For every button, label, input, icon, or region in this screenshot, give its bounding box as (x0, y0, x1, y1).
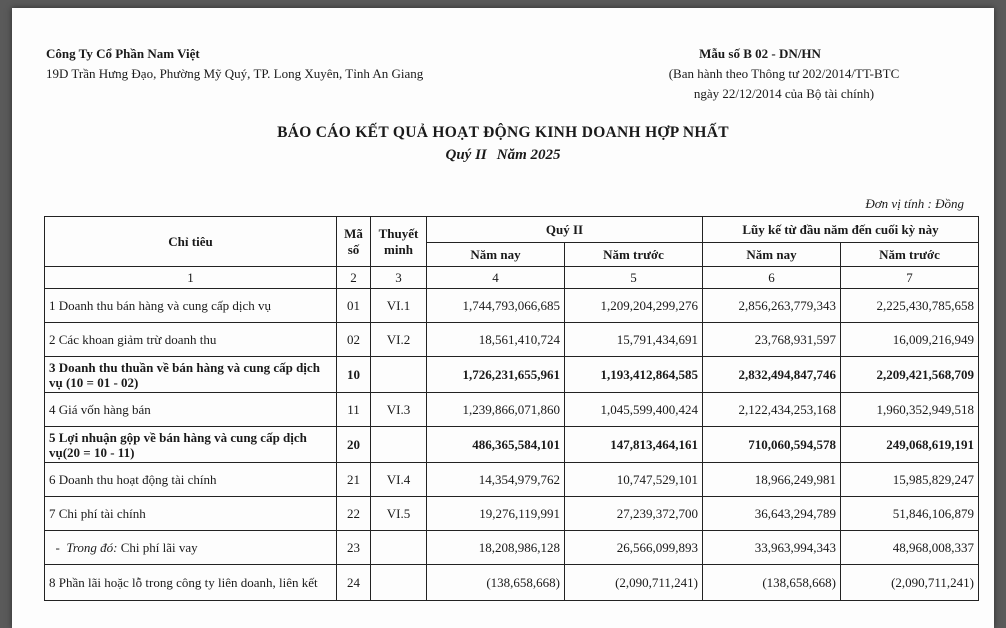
ytd-last-year-value: 2,209,421,568,709 (841, 357, 979, 393)
row-note: VI.2 (371, 323, 427, 357)
quarter-last-year-value: 15,791,434,691 (565, 323, 703, 357)
quarter-last-year-value: 26,566,099,893 (565, 531, 703, 565)
table-row (45, 497, 979, 531)
quarter-last-year-value: (2,090,711,241) (565, 565, 703, 601)
ytd-this-year-value: 36,643,294,789 (703, 497, 841, 531)
report-quarter: Quý II (445, 147, 487, 163)
quarter-last-year-value: 1,193,412,864,585 (565, 357, 703, 393)
row-code: 11 (337, 393, 371, 427)
ytd-this-year-value: 2,122,434,253,168 (703, 393, 841, 427)
row-label-rest: Chi phí lãi vay (117, 540, 198, 555)
ytd-last-year-value: 1,960,352,949,518 (841, 393, 979, 427)
row-note (371, 427, 427, 463)
index-cell: 3 (371, 267, 427, 289)
table-row (45, 323, 979, 357)
row-note: VI.3 (371, 393, 427, 427)
row-label: 4 Giá vốn hàng bán (45, 393, 337, 427)
quarter-last-year-value: 1,045,599,400,424 (565, 393, 703, 427)
row-label: 6 Doanh thu hoạt động tài chính (45, 463, 337, 497)
quarter-last-year-value: 1,209,204,299,276 (565, 289, 703, 323)
ytd-last-year-value: 2,225,430,785,658 (841, 289, 979, 323)
row-note (371, 357, 427, 393)
quarter-last-year-value: 27,239,372,700 (565, 497, 703, 531)
ytd-last-year-value: 249,068,619,191 (841, 427, 979, 463)
ytd-this-year-value: 33,963,994,343 (703, 531, 841, 565)
unit-note: Đơn vị tính : Đồng (865, 196, 964, 211)
company-address: 19D Trần Hưng Đạo, Phường Mỹ Quý, TP. Long Xuyên, Tỉnh An Giang (46, 66, 424, 81)
form-issued-date: ngày 22/12/2014 của Bộ tài chính) (693, 86, 875, 101)
ytd-this-year-value: (138,658,668) (703, 565, 841, 601)
quarter-this-year-value: 14,354,979,762 (427, 463, 565, 497)
index-cell: 5 (565, 267, 703, 289)
company-info (46, 44, 423, 84)
quarter-this-year-value: 18,208,986,128 (427, 531, 565, 565)
ytd-this-year-value: 2,856,263,779,343 (703, 289, 841, 323)
form-issued-by: (Ban hành theo Thông tư 202/2014/TT-BTC (668, 66, 900, 81)
row-label-prefix: - (49, 540, 67, 555)
report-period (12, 147, 994, 164)
header-note: Thuyết minh (371, 217, 427, 267)
row-label: 2 Các khoan giảm trừ doanh thu (45, 323, 337, 357)
ytd-last-year-value: 48,968,008,337 (841, 531, 979, 565)
row-code: 21 (337, 463, 371, 497)
header-ytd-this-year: Năm nay (703, 243, 841, 267)
document-page (12, 8, 994, 628)
quarter-this-year-value: 1,744,793,066,685 (427, 289, 565, 323)
row-note: VI.4 (371, 463, 427, 497)
index-cell: 4 (427, 267, 565, 289)
row-label-italic: Trong đó: (66, 540, 118, 555)
quarter-last-year-value: 10,747,529,101 (565, 463, 703, 497)
row-label: 7 Chi phí tài chính (45, 497, 337, 531)
row-code: 23 (337, 531, 371, 565)
quarter-this-year-value: 1,239,866,071,860 (427, 393, 565, 427)
row-code: 02 (337, 323, 371, 357)
table-row-subtotal (45, 427, 979, 463)
header-quarter-group: Quý II (427, 217, 703, 243)
report-title: BÁO CÁO KẾT QUẢ HOẠT ĐỘNG KINH DOANH HỢP NHẤT (277, 124, 729, 141)
quarter-this-year-value: (138,658,668) (427, 565, 565, 601)
row-note: VI.5 (371, 497, 427, 531)
ytd-last-year-value: 16,009,216,949 (841, 323, 979, 357)
form-info (630, 44, 900, 104)
row-note: VI.1 (371, 289, 427, 323)
quarter-last-year-value: 147,813,464,161 (565, 427, 703, 463)
ytd-this-year-value: 710,060,594,578 (703, 427, 841, 463)
form-number: Mẫu số B 02 - DN/HN (699, 46, 821, 61)
row-code: 22 (337, 497, 371, 531)
index-cell: 6 (703, 267, 841, 289)
row-note (371, 531, 427, 565)
header-ytd-last-year: Năm trước (841, 243, 979, 267)
ytd-last-year-value: 51,846,106,879 (841, 497, 979, 531)
company-name: Công Ty Cổ Phần Nam Việt (46, 46, 200, 61)
row-label: 5 Lợi nhuận gộp về bán hàng và cung cấp dịch vụ(20 = 10 - 11) (45, 427, 337, 463)
row-code: 20 (337, 427, 371, 463)
index-cell: 1 (45, 267, 337, 289)
header-row-1 (45, 217, 979, 243)
ytd-last-year-value: 15,985,829,247 (841, 463, 979, 497)
row-label: 3 Doanh thu thuần về bán hàng và cung cấp dịch vụ (10 = 01 - 02) (45, 357, 337, 393)
index-row (45, 267, 979, 289)
ytd-last-year-value: (2,090,711,241) (841, 565, 979, 601)
row-label: 8 Phần lãi hoặc lỗ trong công ty liên doanh, liên kết (45, 565, 337, 601)
table-row-subtotal (45, 357, 979, 393)
row-label (45, 531, 337, 565)
header-this-year: Năm nay (427, 243, 565, 267)
table-row (45, 565, 979, 601)
ytd-this-year-value: 18,966,249,981 (703, 463, 841, 497)
quarter-this-year-value: 1,726,231,655,961 (427, 357, 565, 393)
ytd-this-year-value: 2,832,494,847,746 (703, 357, 841, 393)
row-code: 24 (337, 565, 371, 601)
income-statement-table (44, 216, 979, 601)
table-row (45, 531, 979, 565)
table-row (45, 289, 979, 323)
index-cell: 2 (337, 267, 371, 289)
row-label: 1 Doanh thu bán hàng và cung cấp dịch vụ (45, 289, 337, 323)
table-row (45, 463, 979, 497)
row-note (371, 565, 427, 601)
quarter-this-year-value: 19,276,119,991 (427, 497, 565, 531)
index-cell: 7 (841, 267, 979, 289)
report-year: Năm 2025 (496, 147, 561, 163)
ytd-this-year-value: 23,768,931,597 (703, 323, 841, 357)
header-ytd-group: Lũy kế từ đầu năm đến cuối kỳ này (703, 217, 979, 243)
row-code: 01 (337, 289, 371, 323)
header-item: Chỉ tiêu (45, 217, 337, 267)
row-code: 10 (337, 357, 371, 393)
header-code: Mã số (337, 217, 371, 267)
quarter-this-year-value: 18,561,410,724 (427, 323, 565, 357)
table-row (45, 393, 979, 427)
header-last-year: Năm trước (565, 243, 703, 267)
quarter-this-year-value: 486,365,584,101 (427, 427, 565, 463)
